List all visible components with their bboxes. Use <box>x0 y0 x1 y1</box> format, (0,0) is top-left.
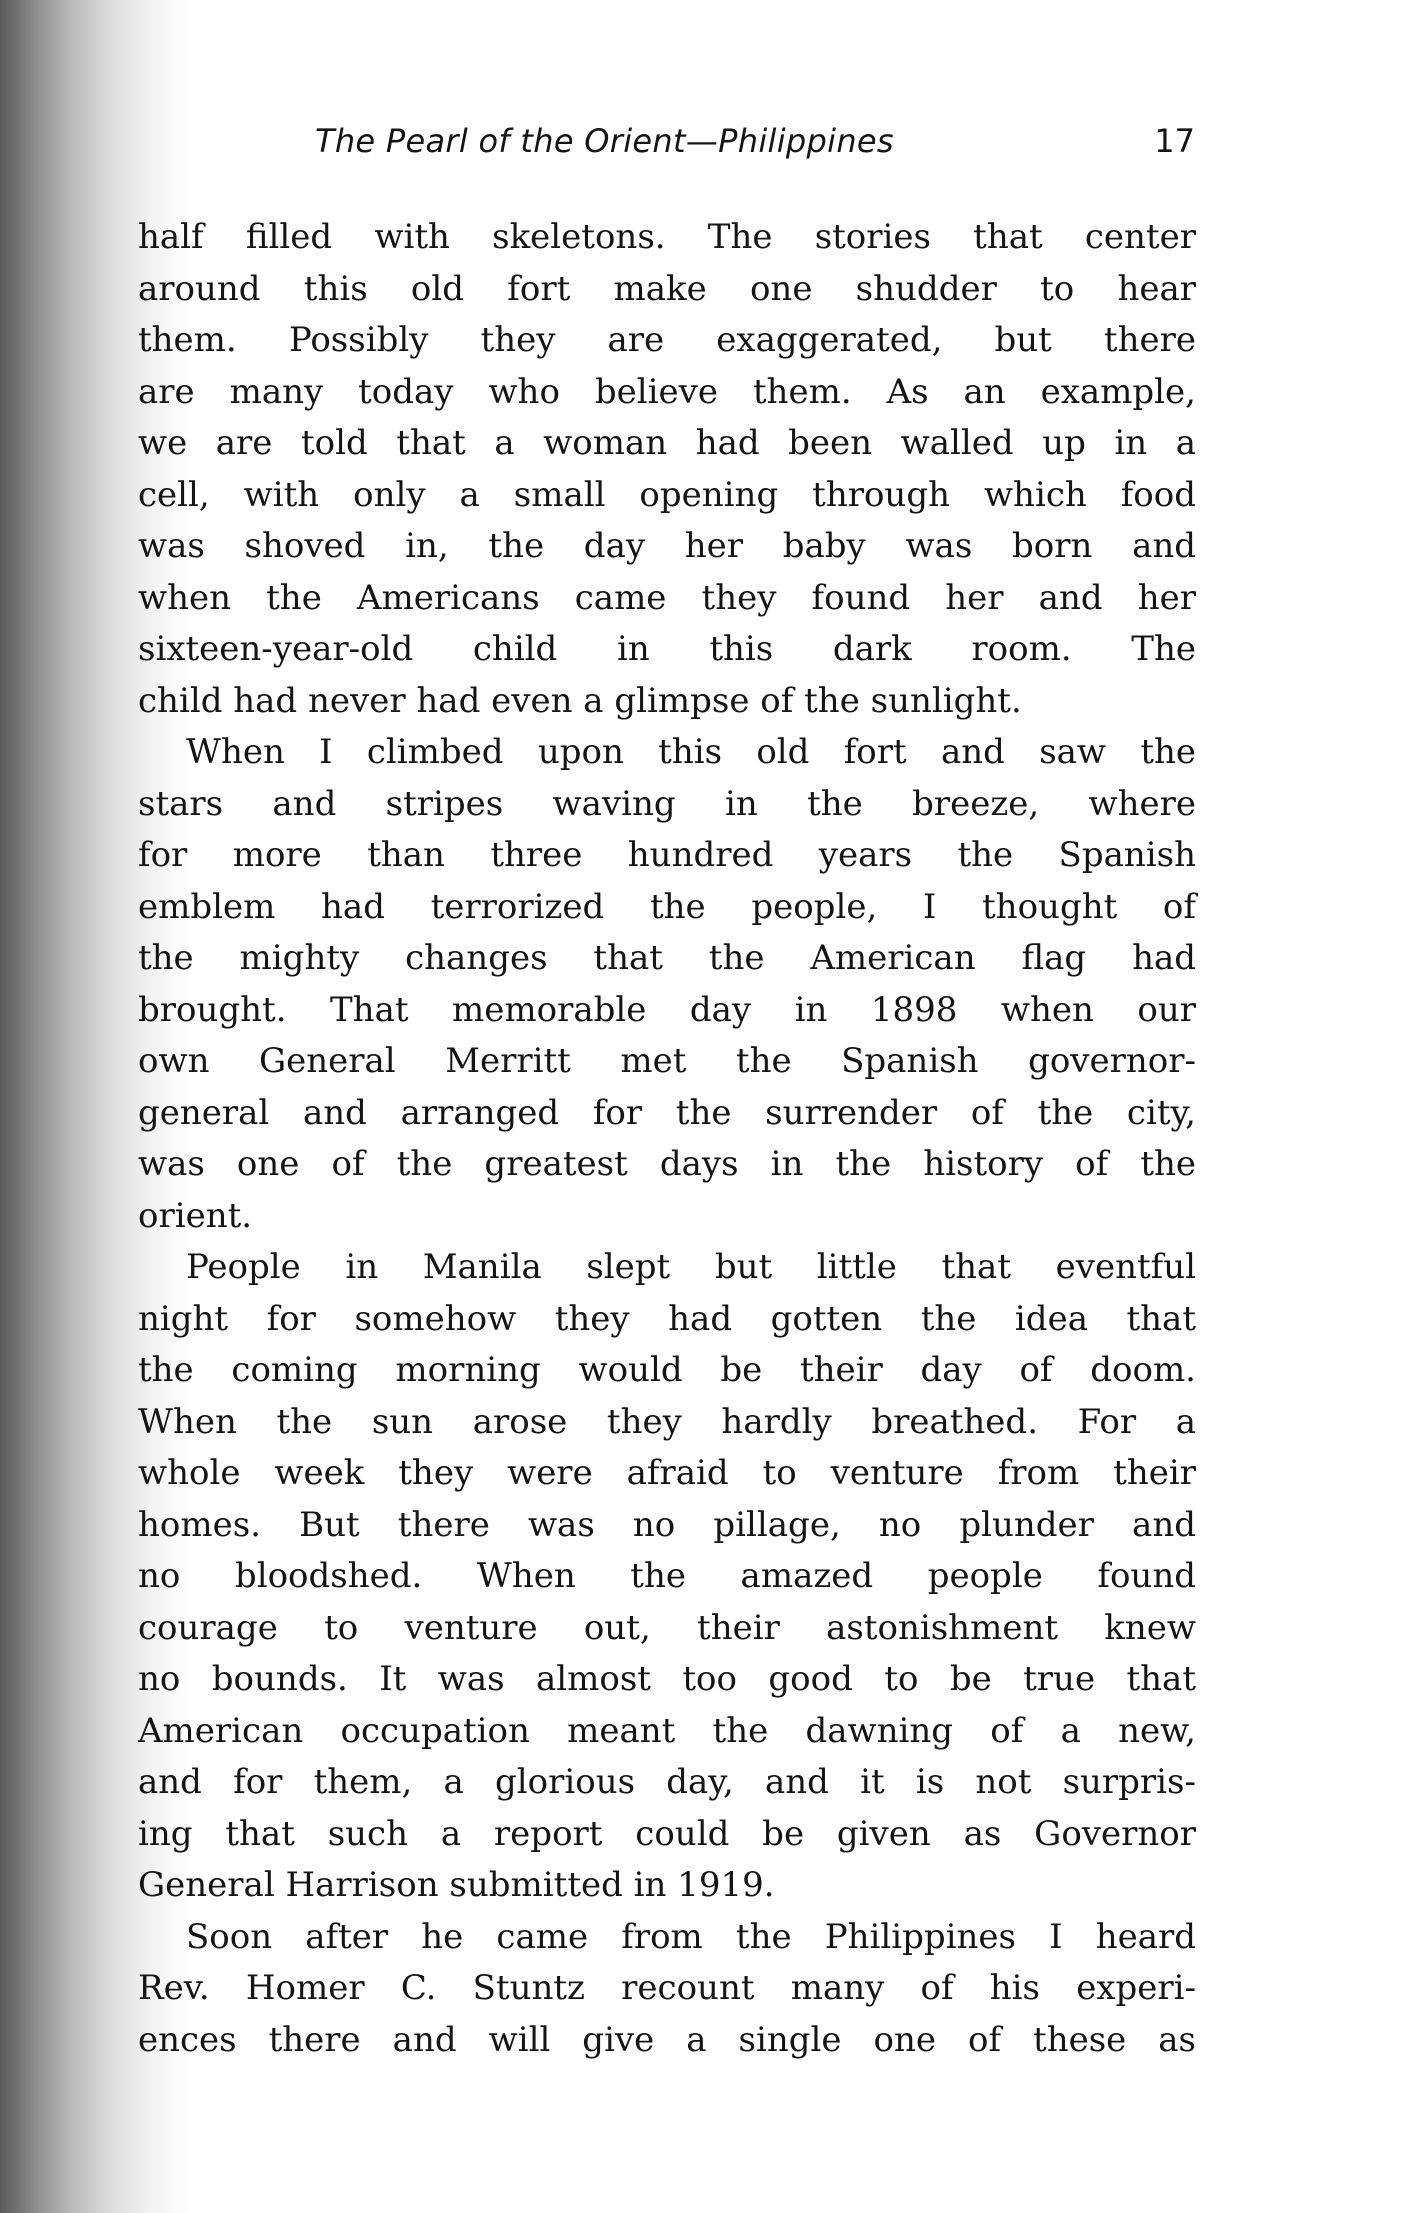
text-line: courage to venture out, their astonishment knew <box>138 1607 1196 1648</box>
running-header <box>315 122 1195 172</box>
running-title: The Pearl of the Orient—Philippines <box>315 122 894 160</box>
text-line: stars and stripes waving in the breeze, where <box>138 783 1196 824</box>
text-line: half filled with skeletons. The stories that center <box>138 217 1196 257</box>
body-text <box>138 212 1196 2066</box>
text-line: general and arranged for the surrender of the city, <box>138 1092 1196 1133</box>
text-line: orient. <box>138 1195 253 1236</box>
text-line: for more than three hundred years the Spanish <box>138 835 1196 875</box>
text-line: When I climbed upon this old fort and saw the <box>186 732 1196 772</box>
page-number: 17 <box>1154 122 1195 160</box>
text-line: sixteen-year-old child in this dark room. The <box>138 629 1196 669</box>
text-line: People in Manila slept but little that eventful <box>186 1247 1196 1287</box>
text-line: them. Possibly they are exaggerated, but there <box>138 320 1196 360</box>
text-line: the mighty changes that the American flag had <box>138 938 1196 978</box>
text-line: When the sun arose they hardly breathed. For a <box>138 1401 1196 1442</box>
text-line: we are told that a woman had been walled up in a <box>138 423 1196 463</box>
text-line: when the Americans came they found her and her <box>138 577 1196 618</box>
text-line: was shoved in, the day her baby was born and <box>138 526 1196 566</box>
text-line: are many today who believe them. As an example, <box>138 371 1196 412</box>
text-line: cell, with only a small opening through which food <box>138 474 1196 515</box>
text-line: ing that such a report could be given as Governor <box>138 1813 1196 1854</box>
text-line: child had never had even a glimpse of the sunlight. <box>138 680 1022 721</box>
text-line: whole week they were afraid to venture from their <box>138 1453 1196 1493</box>
text-line: and for them, a glorious day, and it is not surpris- <box>138 1762 1196 1802</box>
text-line: night for somehow they had gotten the idea that <box>138 1298 1196 1339</box>
text-line: was one of the greatest days in the history of the <box>138 1144 1196 1184</box>
text-line: around this old fort make one shudder to hear <box>138 268 1196 309</box>
text-line: no bloodshed. When the amazed people found <box>138 1556 1196 1596</box>
text-line: General Harrison submitted in 1919. <box>138 1865 775 1905</box>
text-line: the coming morning would be their day of doom. <box>138 1350 1196 1390</box>
text-line: emblem had terrorized the people, I thought of <box>138 886 1196 927</box>
text-line: homes. But there was no pillage, no plunder and <box>138 1504 1196 1545</box>
text-line: own General Merritt met the Spanish governor- <box>138 1041 1196 1081</box>
text-line: American occupation meant the dawning of a new, <box>138 1710 1196 1751</box>
text-line: Rev. Homer C. Stuntz recount many of his experi- <box>138 1968 1196 2008</box>
text-line: ences there and will give a single one of these as <box>138 2019 1196 2060</box>
text-line: no bounds. It was almost too good to be true that <box>138 1659 1196 1699</box>
text-line: Soon after he came from the Philippines I heard <box>186 1916 1196 1957</box>
text-line: brought. That memorable day in 1898 when our <box>138 989 1196 1030</box>
